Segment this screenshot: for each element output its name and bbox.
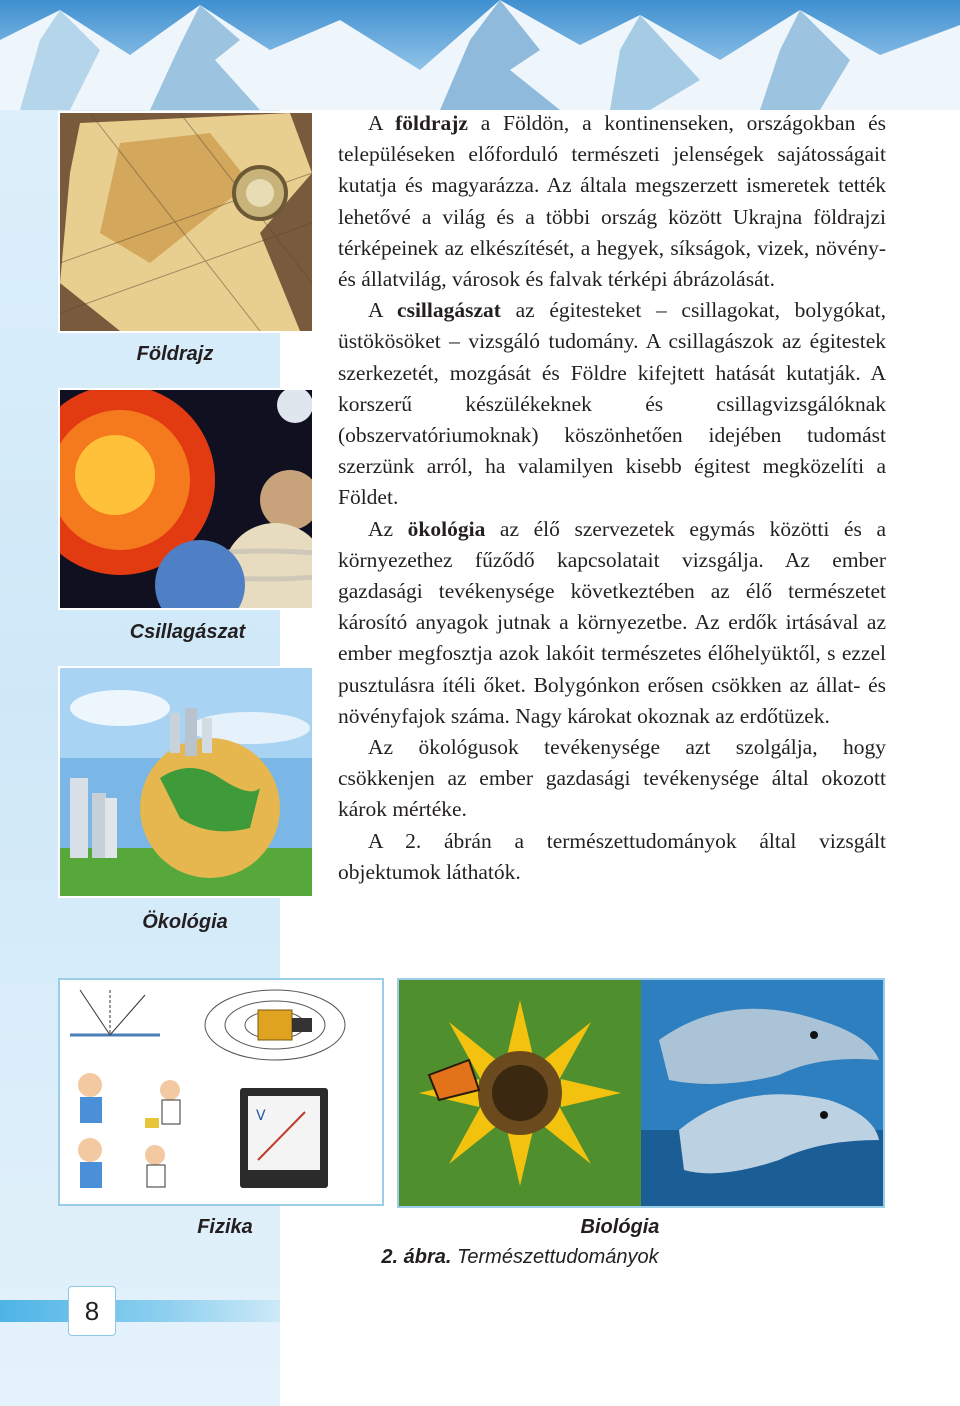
caption-ecology: Ökológia — [142, 911, 228, 933]
caption-biology: Biológia — [580, 1216, 660, 1238]
page-number: 8 — [68, 1286, 116, 1336]
main-text — [338, 108, 886, 888]
page-number-strip — [0, 1300, 280, 1322]
paragraph-ecology: Az ökológia az élő szervezetek egymás közötti és a környezethez fűződő kapcsolatait vizsgálja. Az ember gazdasági tevékenysége következtében az élő természetet károsító anyagok jutnak a környezetbe. Az erdők irtásával az ember megfosztja azok lakóit természetes élőhelyüktől, s ezzel pusztulásra ítéli őket. Bolygónkon erősen csökken az állat- és növényfajok száma. Nagy károkat okoznak az erdőtüzek. — [338, 516, 886, 728]
mountain-banner-image — [0, 0, 960, 110]
figure-title: Természettudományok — [451, 1246, 659, 1268]
caption-physics: Fizika — [197, 1216, 253, 1238]
sunflower-butterfly-dolphins-photo — [397, 978, 885, 1208]
figure-number: 2. ábra. — [381, 1246, 452, 1268]
paragraph-astronomy: A csillagászat az égitesteket – csillagokat, bolygókat, üstökösöket – vizsgáló tudomány. A csillagászok az égitestek szerkezetét, mozgását és Földre kifejtett hatását kutatják. A korszerű készülékeknek és csillagvizsgálóknak (obszervatóriumoknak) köszönhetően idejében tudomást szerzünk arról, ha valamilyen kisebb égitest megközelíti a Földet. — [338, 298, 886, 510]
map-compass-photo — [60, 113, 312, 331]
physics-illustration — [58, 978, 384, 1206]
paragraph-ecologists: Az ökológusok tevékenysége azt szolgálja, hogy csökkenjen az ember gazdasági tevékenysége által okozott károk mértéke. — [338, 735, 886, 822]
figure-caption — [300, 1246, 740, 1269]
globe-city-photo — [60, 668, 312, 896]
paragraph-geography: A földrajz a Földön, a kontinenseken, országokban és településeken előforduló természeti jelenségek sajátosságait kutatja és magyarázza. Az általa megszerzett ismeretek tették lehetővé a világ és a többi ország között Ukrajna földrajzi térképeinek az elkészítését, a hegyek, síkságok, vizek, növény- és állatvilág, városok és falvak térképi ábrázolását. — [338, 111, 887, 292]
voltmeter-label: V — [256, 1108, 266, 1124]
planets-photo — [60, 390, 312, 608]
caption-astronomy: Csillagászat — [129, 621, 246, 643]
caption-geography: Földrajz — [136, 343, 214, 365]
paragraph-figure-reference: A 2. ábrán a természettudományok által vizsgált objektumok láthatók. — [338, 828, 886, 884]
